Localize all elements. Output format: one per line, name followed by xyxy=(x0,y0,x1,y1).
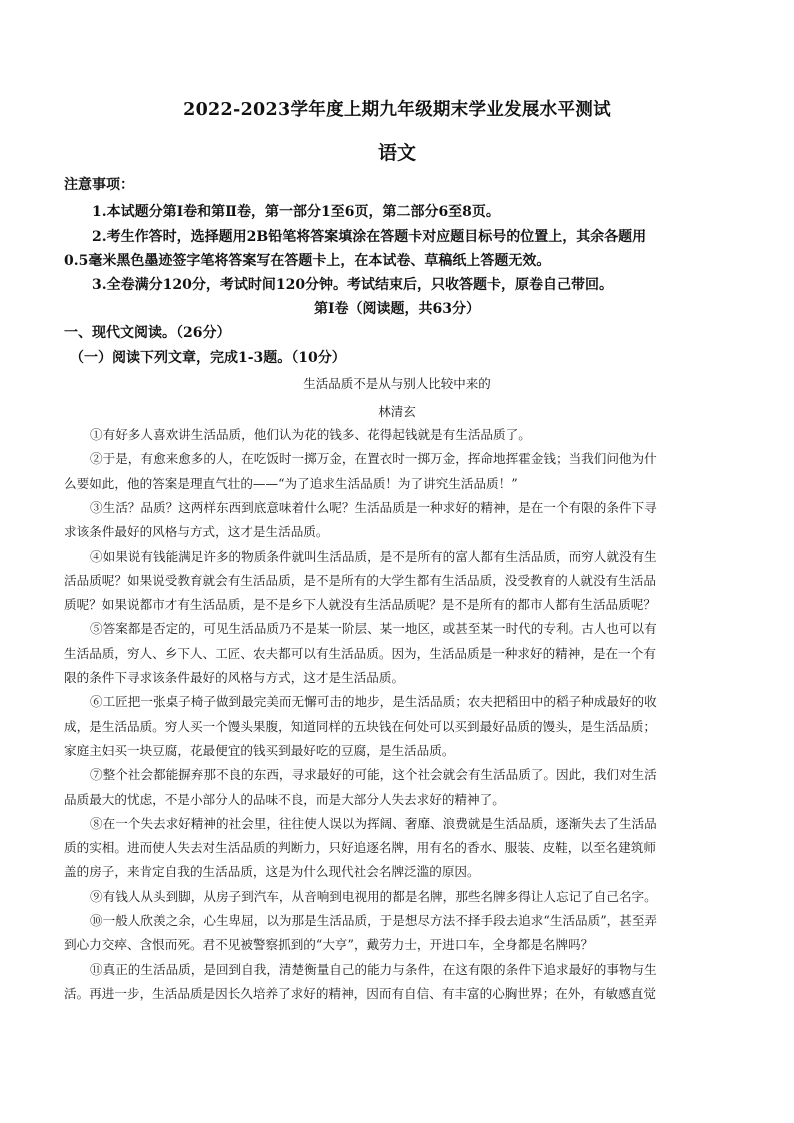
article-author: 林清玄 xyxy=(378,404,416,419)
section-heading: 第Ⅰ卷（阅读题，共63分） xyxy=(313,301,481,317)
article-line: ⑩一般人欣羡之余，心生卑屈，以为那是生活品质，于是想尽方法不择手段去追求“生活品质”，甚至弄 xyxy=(90,913,658,928)
exam-subject: 语文 xyxy=(377,142,416,164)
note-line: 3.全卷满分120分，考试时间120分钟。考试结束后，只收答题卡，原卷自己带回。 xyxy=(92,277,614,293)
part-heading: 一、现代文阅读。（26分） xyxy=(64,325,231,341)
article-line: ⑨有钱人从头到脚，从房子到汽车，从音响到电视用的都是名牌，那些名牌多得让人忘记了自己名字。 xyxy=(90,888,657,904)
article-line: ④如果说有钱能满足许多的物质条件就叫生活品质，是不是所有的富人都有生活品质，而穷人就没有生 xyxy=(90,548,657,564)
article-line: ③生活？品质？这两样东西到底意味着什么呢？生活品质是一种求好的精神，是在一个有限的条件下寻 xyxy=(90,499,657,515)
article-line: 生活品质，穷人、乡下人、工匠、农夫都可以有生活品质。因为，生活品质是一种求好的精神，是在一个有 xyxy=(64,645,656,661)
article-line: ⑪真正的生活品质，是回到自我，清楚衡量自己的能力与条件，在这有限的条件下追求最好的事物与生 xyxy=(90,961,657,977)
notes-heading: 注意事项： xyxy=(64,177,134,193)
exam-title: 2022-2023学年度上期九年级期末学业发展水平测试 xyxy=(183,100,611,120)
article-line: 么要如此，他的答案是理直气壮的——“为了追求生活品质！为了讲究生活品质！” xyxy=(64,475,518,491)
article-line: ①有好多人喜欢讲生活品质，他们认为花的钱多、花得起钱就是有生活品质了。 xyxy=(90,427,531,442)
question-instruction: （一）阅读下列文章，完成1-3题。（10分） xyxy=(70,350,346,366)
article-line: 限的条件下寻求该条件最好的风格与方式，这才是生活品质。 xyxy=(64,670,405,685)
article-line: ⑧在一个失去求好精神的社会里，往往使人误以为挥阔、奢靡、浪费就是生活品质，逐渐失去了生活品 xyxy=(90,815,657,831)
article-line: 求该条件最好的风格与方式，这才是生活品质。 xyxy=(64,524,329,540)
article-line: ⑤答案都是否定的，可见生活品质乃不是某一阶层、某一地区，或甚至某一时代的专利。古人也可以有 xyxy=(90,621,657,637)
note-line: 1.本试题分第Ⅰ卷和第Ⅱ卷，第一部分1至6页，第二部分6至8页。 xyxy=(92,204,500,220)
article-line: ⑥工匠把一张桌子椅子做到最完美而无懈可击的地步，是生活品质；农夫把稻田中的稻子种成最好的收 xyxy=(90,694,657,710)
article-title: 生活品质不是从与别人比较中来的 xyxy=(303,376,491,391)
article-line: 质呢？如果说都市才有生活品质，是不是乡下人就没有生活品质呢？是不是所有的都市人都有生活品质呢？ xyxy=(64,597,656,613)
note-line: 0.5毫米黑色墨迹签字笔将答案写在答题卡上，在本试卷、草稿纸上答题无效。 xyxy=(64,253,551,269)
article-line: 活。再进一步，生活品质是因长久培养了求好的精神，因而有自信、有丰富的心胸世界；在外，有敏感直觉 xyxy=(64,985,656,1001)
article-line: 品质最大的忧虑，不是小部分人的品味不良，而是大部分人失去求好的精神了。 xyxy=(64,791,505,807)
article-line: 成，是生活品质。穷人买一个馒头果腹，知道同样的五块钱在何处可以买到最好品质的馒头，是生活品质； xyxy=(64,718,656,734)
article-line: 活品质呢？如果说受教育就会有生活品质，是不是所有的大学生都有生活品质，没受教育的人就没有生活品 xyxy=(64,572,656,588)
article-line: 质的实相。进而使人失去对生活品质的判断力，只好追逐名牌，用有名的香水、服装、皮鞋，以至名建筑师 xyxy=(64,840,656,856)
article-line: ⑦整个社会都能摒弃那不良的东西，寻求最好的可能，这个社会就会有生活品质了。因此，我们对生活 xyxy=(90,767,657,783)
article-line: 盖的房子，来肯定自我的生活品质，这是为什么现代社会名牌泛滥的原因。 xyxy=(64,864,480,880)
article-line: 家庭主妇买一块豆腐，花最便宜的钱买到最好吃的豆腐，是生活品质。 xyxy=(64,742,455,758)
note-line: 2.考生作答时，选择题用2B铅笔将答案填涂在答题卡对应题目标号的位置上，其余各题用 xyxy=(92,229,647,245)
article-line: ②于是，有愈来愈多的人，在吃饭时一掷万金，在置衣时一掷万金，挥命地挥霍金钱；当我们问他为什 xyxy=(90,451,657,467)
article-line: 到心力交瘁、含恨而死。君不见被警察抓到的“大亨”，戴劳力士，开进口车，全身都是名牌吗？ xyxy=(64,937,594,953)
